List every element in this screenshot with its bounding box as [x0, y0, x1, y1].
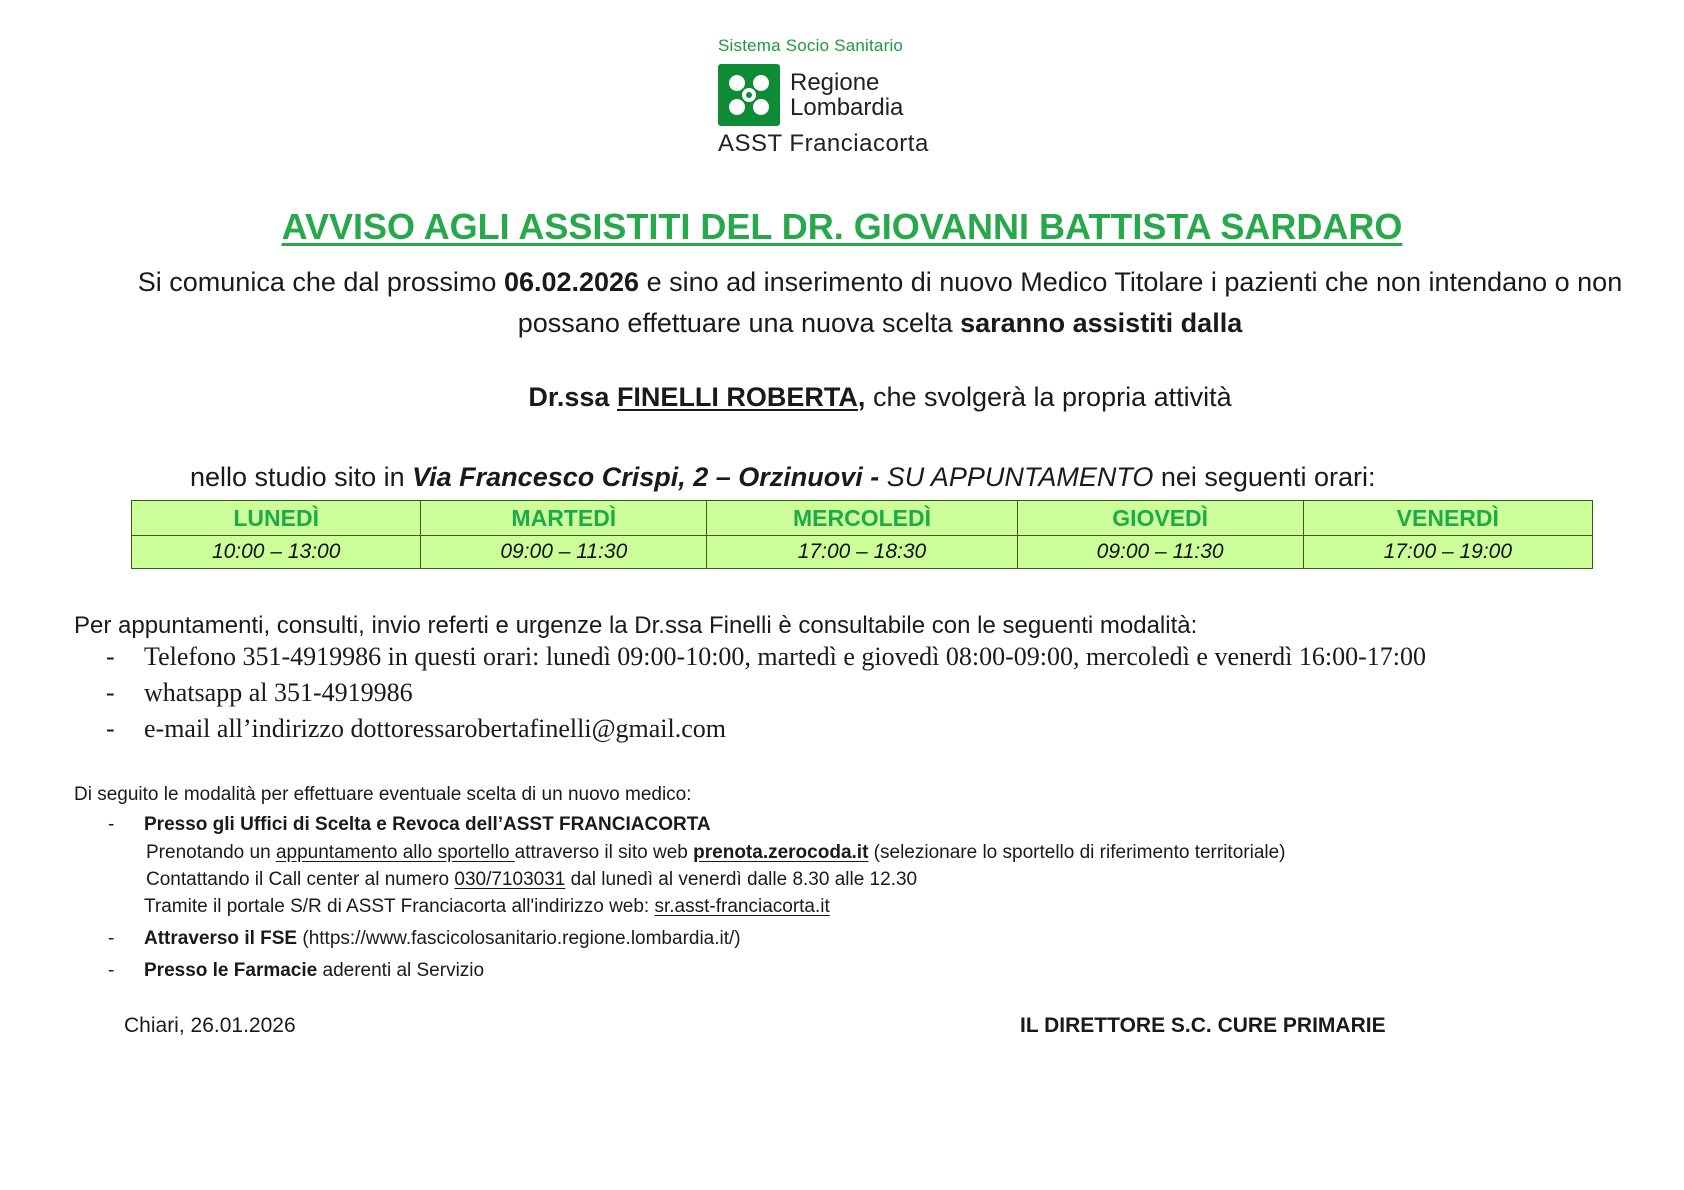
- schedule-days-row: [132, 501, 1593, 536]
- hours-cell: 17:00 – 19:00: [1303, 536, 1592, 569]
- asst-logo: [718, 34, 958, 158]
- list-item: - e-mail all’indirizzo dottoressarobertafinelli@gmail.com: [106, 714, 727, 743]
- list-item: - whatsapp al 351-4919986: [106, 678, 413, 707]
- logo-region-name: Regione Lombardia: [790, 69, 904, 121]
- document-date: Chiari, 26.01.2026: [124, 1014, 296, 1037]
- start-date: 06.02.2026: [503, 267, 640, 297]
- intro-paragraph: Si comunica che dal prossimo 06.02.2026 e sino ad inserimento di nuovo Medico Titolare i pazienti che non intendano o non possano effettuare una nuova scelta saranno assistiti dalla: [137, 267, 1623, 338]
- whatsapp-contact: whatsapp al 351-4919986: [144, 678, 413, 707]
- hours-cell: 09:00 – 11:30: [421, 536, 707, 569]
- fse-title: Attraverso il FSE: [144, 928, 298, 949]
- contacts-list: [106, 642, 1426, 750]
- day-cell: VENERDÌ: [1303, 501, 1592, 536]
- call-center-number[interactable]: 030/7103031: [454, 869, 566, 890]
- studio-address: Via Francesco Crispi, 2 – Orzinuovi -: [412, 462, 880, 492]
- hours-cell: 09:00 – 11:30: [1017, 536, 1303, 569]
- fse-url[interactable]: (https://www.fascicolosanitario.regione.lombardia.it/): [297, 928, 741, 949]
- phone-contact: Telefono 351-4919986 in questi orari: lunedì 09:00-10:00, martedì e giovedì 08:00-09:00, mercoledì e venerdì 16:00-17:00: [144, 642, 1427, 671]
- list-item: - Telefono 351-4919986 in questi orari: lunedì 09:00-10:00, martedì e giovedì 08:00-09:00, mercoledì e venerdì 16:00-17:00: [106, 642, 1427, 671]
- appointment-link[interactable]: appuntamento allo sportello: [275, 842, 515, 863]
- zerocoda-link[interactable]: prenota.zerocoda.it: [693, 842, 869, 863]
- logo-system-text: Sistema Socio Sanitario: [718, 36, 904, 55]
- offices-title: Presso gli Uffici di Scelta e Revoca dell’ASST FRANCIACORTA: [144, 814, 711, 835]
- schedule-hours-row: [132, 536, 1593, 569]
- day-cell: LUNEDÌ: [132, 501, 421, 536]
- studio-address-line: nello studio sito in Via Francesco Crispi, 2 – Orzinuovi - SU APPUNTAMENTO nei seguenti orari:: [190, 462, 1376, 492]
- signature-title: IL DIRETTORE S.C. CURE PRIMARIE: [1020, 1014, 1386, 1037]
- regione-lombardia-rose-icon: [718, 64, 780, 126]
- modes-intro: Di seguito le modalità per effettuare eventuale scelta di un nuovo medico:: [74, 784, 692, 805]
- portal-link[interactable]: sr.asst-franciacorta.it: [654, 896, 830, 917]
- day-cell: MARTEDÌ: [421, 501, 707, 536]
- day-cell: MERCOLEDÌ: [707, 501, 1017, 536]
- doctor-name: FINELLI ROBERTA: [616, 382, 858, 412]
- hours-cell: 10:00 – 13:00: [132, 536, 421, 569]
- hours-cell: 17:00 – 18:30: [707, 536, 1017, 569]
- day-cell: GIOVEDÌ: [1017, 501, 1303, 536]
- pharmacy-title: Presso le Farmacie: [144, 960, 318, 981]
- schedule-table: [131, 500, 1593, 569]
- contacts-intro: Per appuntamenti, consulti, invio referti e urgenze la Dr.ssa Finelli è consultabile con le seguenti modalità:: [74, 612, 1198, 639]
- substitute-doctor-line: Dr.ssa FINELLI ROBERTA, che svolgerà la propria attività: [528, 382, 1232, 412]
- email-contact: e-mail all’indirizzo dottoressarobertafinelli@gmail.com: [144, 714, 727, 743]
- logo-asst-name: ASST Franciacorta: [718, 130, 929, 157]
- notice-title: AVVISO AGLI ASSISTITI DEL DR. GIOVANNI BATTISTA SARDARO: [281, 206, 1403, 247]
